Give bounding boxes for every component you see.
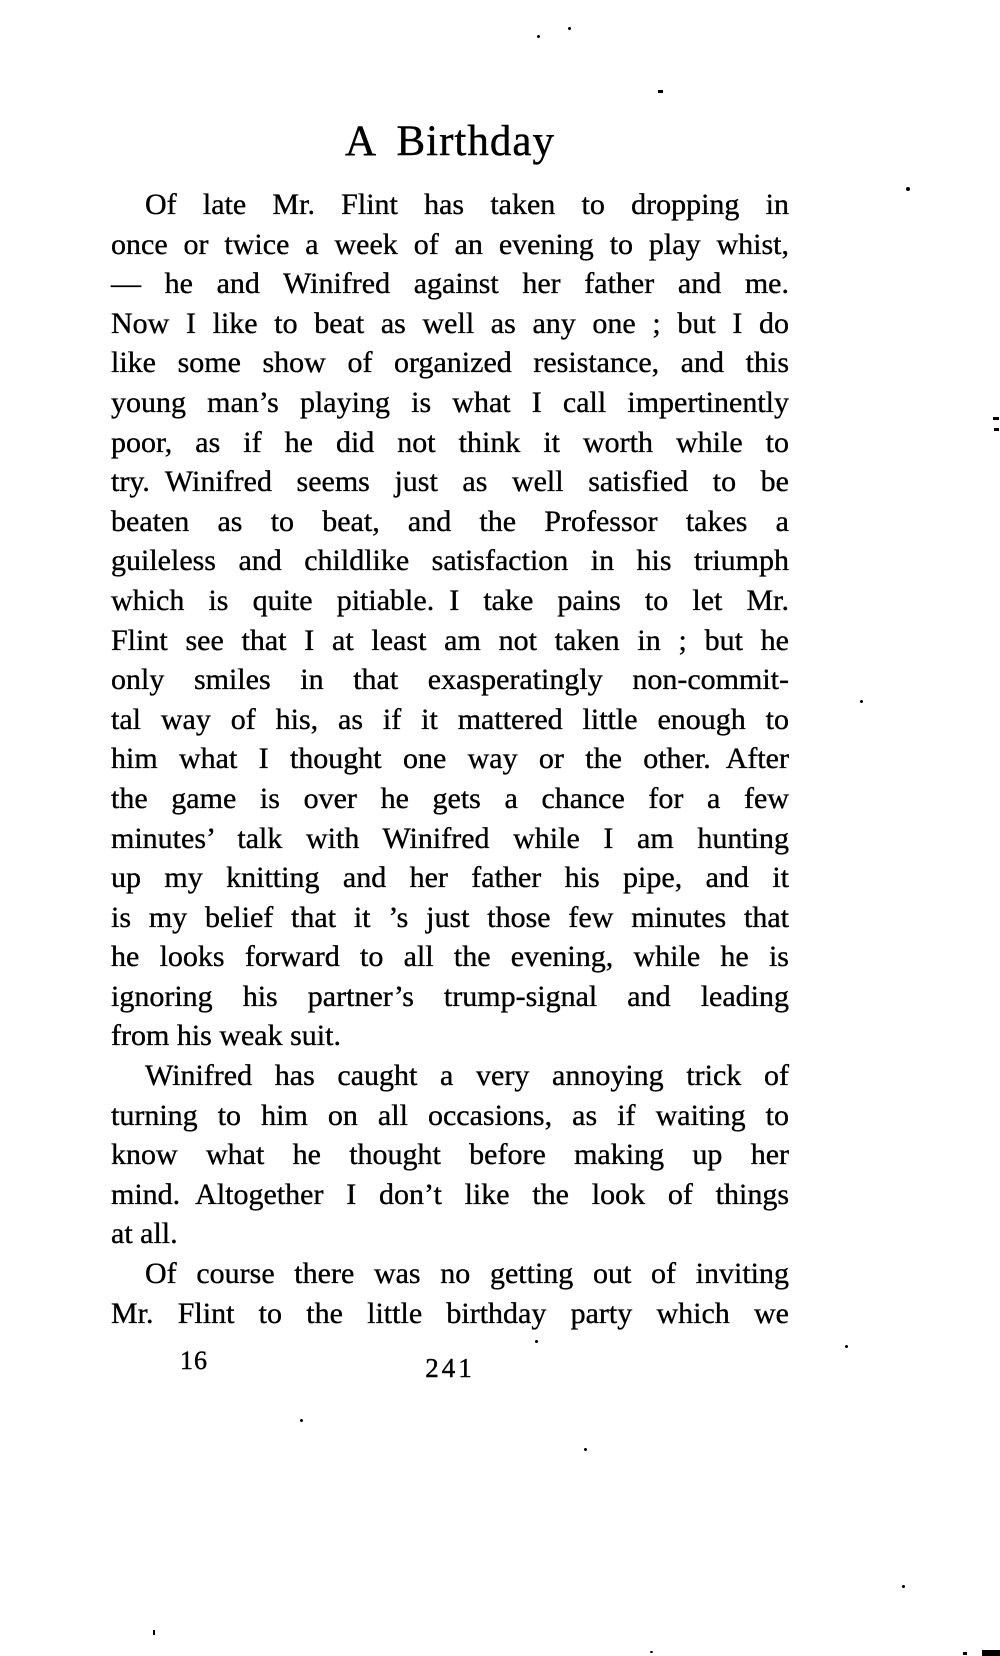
scan-edge-blot (963, 1652, 967, 1655)
scan-edge-blot (982, 1650, 1000, 1656)
signature-mark: 16 (180, 1346, 208, 1375)
text-line: from his weak suit. (111, 1019, 341, 1053)
scan-speck (994, 428, 999, 431)
text-line: Of course there was no getting out of inviting (145, 1257, 789, 1291)
text-line: try. Winifred seems just as well satisfied to be (111, 465, 789, 499)
text-line: Winifred has caught a very annoying trick of (145, 1059, 789, 1093)
text-line: — he and Winifred against her father and me. (111, 267, 789, 301)
scan-speck (993, 417, 999, 420)
scan-speck (153, 1630, 155, 1635)
text-line: only smiles in that exasperatingly non-commit- (111, 663, 789, 697)
text-line: like some show of organized resistance, and this (111, 346, 789, 380)
text-line: beaten as to beat, and the Professor takes a (111, 504, 789, 538)
text-line: Mr. Flint to the little birthday party which we (111, 1296, 789, 1330)
text-line: young man’s playing is what I call impertinently (111, 385, 789, 419)
scan-speck (845, 1345, 848, 1348)
text-line: turning to him on all occasions, as if waiting to (111, 1098, 789, 1132)
scan-speck (650, 1651, 653, 1653)
scan-speck (584, 1448, 587, 1451)
text-line: Now I like to beat as well as any one ; but I do (111, 306, 789, 340)
page-number: 241 (425, 1353, 475, 1383)
scan-speck (535, 1340, 538, 1343)
paragraph (111, 1254, 789, 1333)
page-body (111, 185, 789, 1333)
text-line: him what I thought one way or the other. After (111, 742, 789, 776)
text-line: Of late Mr. Flint has taken to dropping in (145, 188, 789, 221)
text-line: he looks forward to all the evening, while he is (111, 940, 789, 974)
scan-speck (906, 187, 910, 191)
text-line: at all. (111, 1217, 178, 1251)
scan-speck (300, 1419, 303, 1422)
text-line: mind. Altogether I don’t like the look of things (111, 1177, 789, 1211)
scan-speck (658, 90, 663, 93)
text-line: know what he thought before making up her (111, 1138, 789, 1172)
page-title: A Birthday (345, 118, 555, 165)
text-line: which is quite pitiable. I take pains to let Mr. (111, 583, 789, 617)
text-line: the game is over he gets a chance for a few (111, 781, 789, 815)
text-line: ignoring his partner’s trump-signal and leading (111, 979, 789, 1013)
text-line: guileless and childlike satisfaction in his triumph (111, 544, 789, 578)
text-line: once or twice a week of an evening to play whist, (111, 227, 789, 261)
scan-speck (568, 27, 571, 30)
text-line: Flint see that I at least am not taken in ; but he (111, 623, 789, 657)
text-line: poor, as if he did not think it worth while to (111, 425, 789, 459)
scan-speck (902, 1585, 905, 1588)
text-line: up my knitting and her father his pipe, and it (111, 861, 789, 895)
text-line: is my belief that it ’s just those few minutes that (111, 900, 789, 934)
text-line: minutes’ talk with Winifred while I am hunting (111, 821, 789, 855)
scan-speck (860, 700, 863, 703)
paragraph (111, 1056, 789, 1254)
scan-speck (537, 35, 540, 38)
paragraph (111, 185, 789, 1056)
text-line: tal way of his, as if it mattered little enough to (111, 702, 789, 736)
